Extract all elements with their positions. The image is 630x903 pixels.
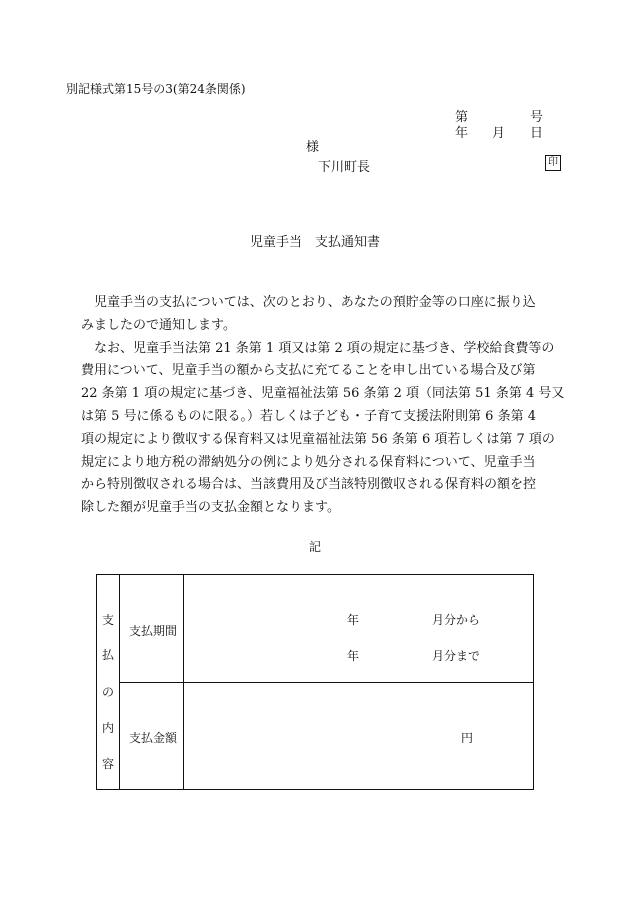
date-month-label: 月 <box>492 126 506 141</box>
body-line: 22 条第 1 項の規定に基づき、児童福祉法第 56 条第 2 項（同法第 51 条第 4 号又 <box>81 386 565 402</box>
payment-amount-label: 支払金額 <box>129 731 178 745</box>
body-line: から特別徴収される場合は、当該費用及び当該特別徴収される保育料の額を控 <box>81 477 537 493</box>
date-year-label: 年 <box>455 126 469 141</box>
body-line: 規定により地方税の滞納処分の例により処分される保育料について、児童手当 <box>81 454 536 470</box>
ki-heading: 記 <box>308 540 321 554</box>
table-divider <box>119 682 533 683</box>
body-line: 費用について、児童手当の額から支払に充てることを申し出ている場合及び第 <box>81 363 536 379</box>
period-to-year: 年 <box>347 649 360 663</box>
document-number-suffix: 号 <box>530 110 544 125</box>
date-day-label: 日 <box>530 126 544 141</box>
body-line: 除した額が児童手当の支払金額となります。 <box>81 500 340 516</box>
period-from-year: 年 <box>347 613 360 627</box>
body-line: みましたので通知します。 <box>81 317 236 333</box>
notice-body <box>81 292 565 520</box>
period-to-month: 月分まで <box>432 649 481 663</box>
document-number-prefix: 第 <box>455 110 469 125</box>
form-number: 別記様式第15号の3(第24条関係) <box>66 82 246 96</box>
amount-unit: 円 <box>461 731 474 745</box>
recipient-honorific: 様 <box>306 140 320 155</box>
payment-period-label: 支払期間 <box>129 624 178 638</box>
vertical-char: 内 <box>101 721 114 735</box>
payment-content-label <box>97 575 119 789</box>
vertical-char: 容 <box>101 757 114 771</box>
body-line: 項の規定により徴収する保育料又は児童福祉法第 56 条第 6 項若しくは第 7 項の <box>81 431 555 447</box>
body-line: は第 5 号に係るものに限る。）若しくは子ども・子育て支援法附則第 6 条第 4 <box>81 408 536 424</box>
body-line: なお、児童手当法第 21 条第 1 項又は第 2 項の規定に基づき、学校給食費等の <box>94 340 555 356</box>
issuer-name: 下川町長 <box>318 160 371 175</box>
payment-details-table <box>96 574 534 790</box>
seal-mark: 印 <box>545 155 561 171</box>
body-line: 児童手当の支払については、次のとおり、あなたの預貯金等の口座に振り込 <box>94 295 536 310</box>
document-title: 児童手当 支払通知書 <box>249 235 380 250</box>
vertical-char: の <box>101 685 114 699</box>
vertical-char: 払 <box>101 648 114 662</box>
vertical-char: 支 <box>101 613 114 627</box>
period-from-month: 月分から <box>432 613 481 627</box>
